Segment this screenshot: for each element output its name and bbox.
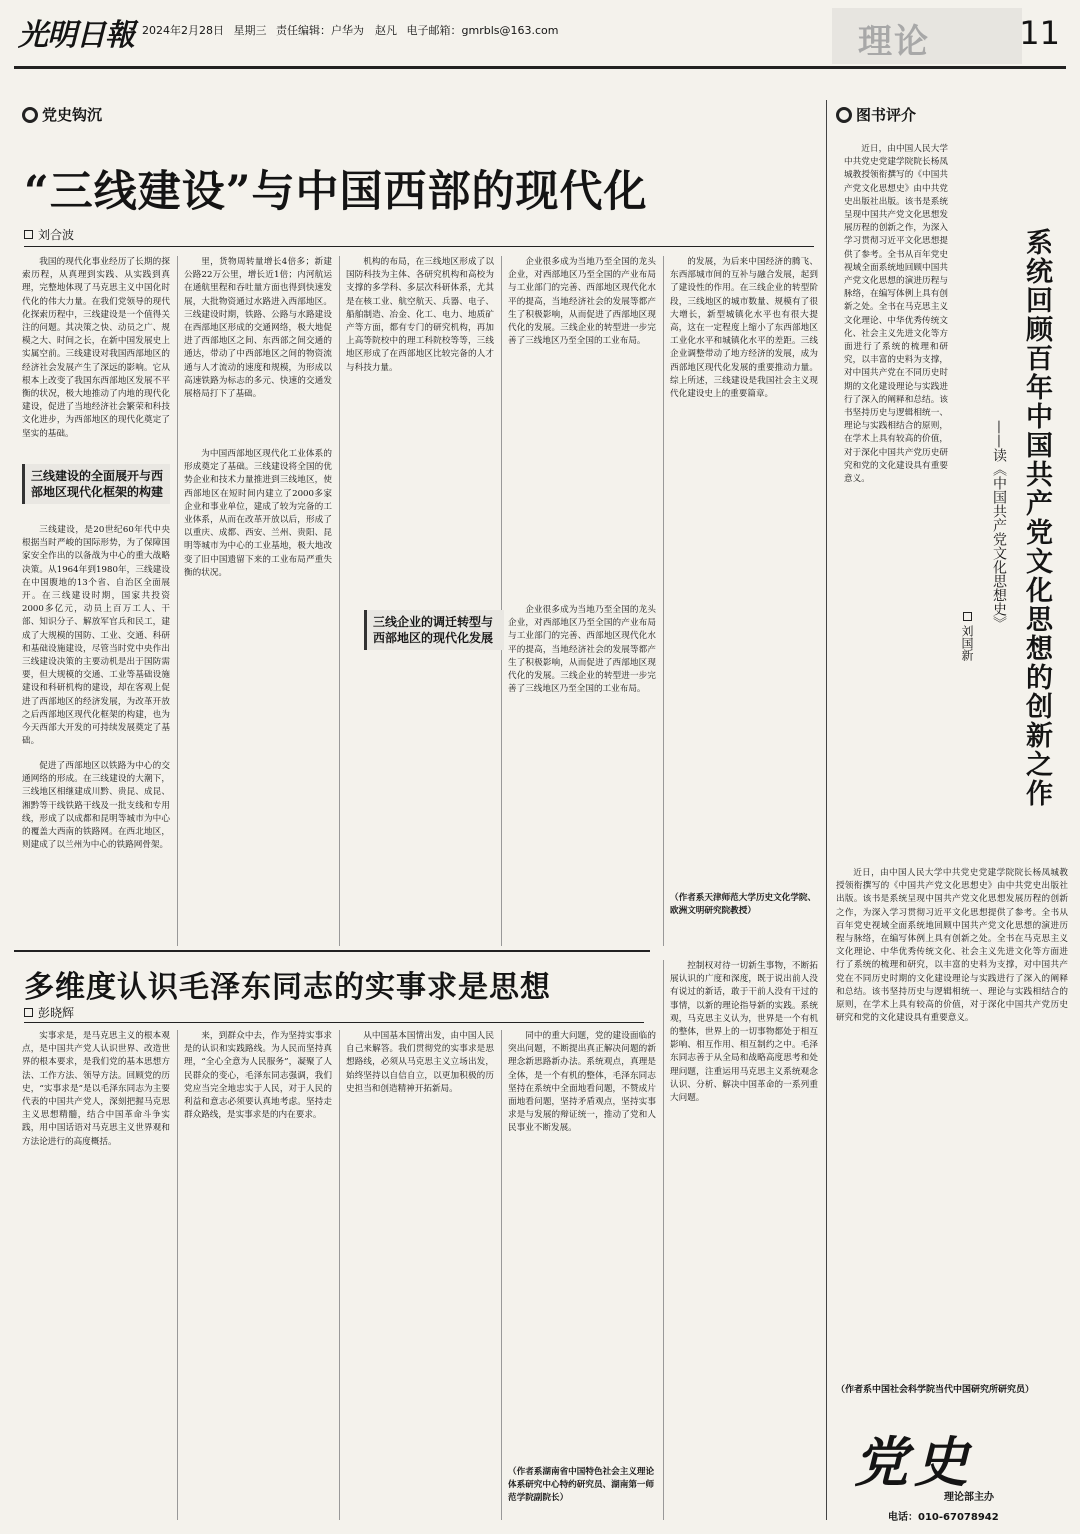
byline-square-icon	[24, 230, 33, 239]
article2-headline: 多维度认识毛泽东同志的实事求是思想	[24, 970, 551, 1005]
col-divider	[177, 1030, 178, 1520]
article1-subhead-1: 三线建设的全面展开与西部地区现代化框架的构建	[22, 464, 170, 504]
col-divider	[339, 1030, 340, 1520]
issue-date: 2024年2月28日	[142, 24, 224, 37]
kicker-label: 图书评介	[856, 106, 917, 124]
col-divider	[339, 256, 340, 946]
review-divider	[826, 100, 827, 1520]
article2-col4: 同中的重大问题，党的建设面临的突出问题，不断提出真正解决问题的新理念新思路新办法。系统观点，真理是全体，是一个有机的整体，毛泽东同志坚持在系统中全面地看问题，不赞成片面地看问题，坚持矛盾观点，坚持实事求是与发展的辩证统一，推动了党和人民事业不断发展。	[508, 1031, 656, 1134]
article-separator	[14, 950, 650, 952]
article1-col5: 的发展，为后来中国经济的腾飞、东西部城市间的互补与融合发展，起到了建设性的作用。在三线企业的转型阶段，三线地区的城市数量、规模有了很大增长，新型城镇化水平也有很大提高，这在一定程度上缩小了东西部地区工业化水平和城镇化水平的差距。三线企业调整带动了地方经济的发展，成为西部地区现代化发展的重要推动力量。综上所述，三线建设是我国社会主义现代化建设史上的重要篇章。	[670, 257, 818, 400]
article1-col1: 我国的现代化事业经历了长期的探索历程，从真理到实践、从实践到真理，完整地体现了马克思主义中国化时代化的伟大力量。在我们党领导的现代化探索历程中，三线建设是一个值得关注的问题。其决策之快、动员之广、规模之大、时间之长，在新中国发展史上实属空前。三线建设对我国西部地区的经济社会发展产生了深远的影响。它从根本上改变了我国东西部地区发展不平衡的状况，极大地推动了内地的现代化建设，促进了当地经济社会繁荣和科技文化进步，为西部地区的现代化奠定了坚实的基础。	[22, 257, 170, 439]
review-author: 刘国新	[960, 612, 974, 661]
article1-col4b: 企业很多成为当地乃至全国的龙头企业，对西部地区乃至全国的产业布局与工业部门的完善、西部地区现代化水平的提高，当地经济社会的发展等都产生了积极影响，从而促进了西部地区现代化的发展。三线企业的转型进一步完善了三线地区乃至全国的工业布局。	[508, 605, 656, 695]
review-title: 系统回顾百年中国共产党文化思想的创新之作	[1021, 228, 1052, 808]
review-body-bottom: 近日，由中国人民大学中共党史党建学院院长杨凤城教授领衔撰写的《中国共产党文化思想史》由中共党史出版社出版。该书是系统呈现中国共产党文化思想发展历程的创新之作，为深入学习贯彻习近平文化思想提供了参考。全书从百年党史视域全面系统地回顾中国共产党文化思想的演进历程与脉络，在编写体例上具有创新之处。全书在马克思主义文化理论、中华优秀传统文化、社会主义先进文化等方面进行了系统的梳理和研究，以丰富的史料为支撑，对中国共产党在不同历史时期的文化建设理论与实践进行了深入的阐释和总结。该书坚持历史与逻辑相统一、理论与实践相结合的原则，在学术上具有较高的价值，对于深化中国共产党历史研究和党的文化建设具有重要意义。	[836, 867, 1068, 1023]
article2-col2: 来，到群众中去，作为坚持实事求是的认识和实践路线。为人民而坚持真理，“全心全意为人民服务”，凝聚了人民群众的变心，毛泽东同志强调，我们党应当完全地忠实于人民，对于人民的利益和意志必须要认真地考虑。坚持走群众路线，是实事求是的内在要求。	[184, 1031, 332, 1121]
section-title: 理论	[858, 22, 930, 62]
article2-col3: 从中国基本国情出发，由中国人民自己来解答。我们贯彻党的实事求是思想路线，必须从马克思主义立场出发，始终坚持以自信自立，以更加积极的历史担当和创造精神开拓新局。	[346, 1031, 494, 1094]
article1-col2b: 为中国西部地区现代化工业体系的形成奠定了基础。三线建设将全国的优势企业和技术力量推进到三线地区，使西部地区在短时间内建立了2000多家企业和事业单位，建成了较为完备的工业体系，从而在改革开放以后，形成了以重庆、成都、西安、兰州、贵阳、昆明等城市为中心的工业基地，极大地改变了旧中国遗留下来的工业布局严重失衡的状况。	[184, 449, 332, 578]
article1-col3: 机构的布局，在三线地区形成了以国防科技为主体、各研究机构和高校为支撑的多学科、多层次科研体系，尤其是在核工业、航空航天、兵器、电子、船舶制造、冶金、化工、电力、地质矿产等方面，都有专门的研究机构，再加上高等院校中的理工科院校等等，三线地区形成了在西部地区比较完备的人才与科技力量。	[346, 257, 494, 373]
article2-col1: 实事求是，是马克思主义的根本观点，是中国共产党人认识世界、改造世界的根本要求，是我们党的基本思想方法、工作方法、领导方法。回顾党的历史，“实事求是”是以毛泽东同志为主要代表的中国共产党人，深刻把握马克思主义思想精髓，结合中国革命斗争实践，用中国话语对马克思主义世界观和方法论进行的高度概括。	[22, 1031, 170, 1147]
article1-byline	[24, 226, 74, 243]
article2-author: 彭晓辉	[38, 1006, 75, 1020]
review-subtitle: ——读《中国共产党文化思想史》	[991, 420, 1007, 630]
col-divider	[501, 1030, 502, 1520]
g-logo-icon	[22, 107, 38, 123]
email: 电子邮箱：gmrbls@163.com	[406, 24, 559, 37]
review-body-top: 近日，由中国人民大学中共党史党建学院院长杨凤城教授领衔撰写的《中国共产党文化思想史》由中共党史出版社出版。该书是系统呈现中国共产党文化思想发展历程的创新之作，为深入学习贯彻习近平文化思想提供了参考。全书从百年党史视域全面系统地回顾中国共产党文化思想的演进历程与脉络，在编写体例上具有创新之处。全书在马克思主义文化理论、中华优秀传统文化、社会主义先进文化等方面进行了系统的梳理和研究，以丰富的史料为支撑，对中国共产党在不同历史时期的文化建设理论与实践进行了深入的阐释和总结。该书坚持历史与逻辑相统一、理论与实践相结合的原则，在学术上具有较高的价值，对于深化中国共产党历史研究和党的文化建设具有重要意义。	[844, 143, 948, 484]
byline-square-icon	[24, 1008, 33, 1017]
article1-col2: 里，货物周转量增长4倍多；新建公路22万公里，增长近1倍；内河航运在通航里程和吞吐量方面也得到快速发展，大批物资通过水路进入西部地区。三线建设时期，铁路、公路与水路建设在西部地区形成的交通网络，极大地促进了西部地区之间、东西部之间交通的通达，带动了中西部地区之间的物资流通与人才流动的速度和规模，为形成以高速铁路为标志的多元、快速的交通发展格局打下了基础。	[184, 257, 332, 400]
article1-rule	[24, 246, 814, 247]
column-org: 理论部主办	[944, 1492, 994, 1503]
article1-headline: “三线建设”与中国西部的现代化	[24, 167, 648, 217]
article1-col1c: 促进了西部地区以铁路为中心的交通网络的形成。在三线建设的大潮下，三线地区相继建成川黔、贵昆、成昆、湘黔等干线铁路干线及一批支线和专用线，形成了以成都和昆明等城市为中心的覆盖大西南的铁路网。在西北地区，则建成了以兰州为中心的铁路网骨架。	[22, 761, 170, 851]
g-logo-icon	[836, 107, 852, 123]
issue-weekday: 星期三	[233, 24, 267, 37]
article1-subhead-2: 三线企业的调迁转型与西部地区的现代化发展	[364, 610, 504, 650]
byline-square-icon	[963, 612, 972, 621]
masthead-meta	[142, 22, 564, 38]
article2-byline	[24, 1004, 74, 1021]
col-divider	[177, 256, 178, 946]
article1-author-note: （作者系天津师范大学历史文化学院、欧洲文明研究院教授）	[670, 893, 817, 916]
kicker-book-review	[836, 104, 916, 125]
kicker-label: 党史钩沉	[42, 106, 103, 124]
article1-author: 刘合波	[38, 228, 75, 242]
col-divider	[663, 960, 664, 1520]
article2-author-note: （作者系湖南省中国特色社会主义理论体系研究中心特约研究员、湖南第一师范学院副院长）	[508, 1467, 655, 1503]
article1-col4: 企业很多成为当地乃至全国的龙头企业，对西部地区乃至全国的产业布局与工业部门的完善、西部地区现代化水平的提高，当地经济社会的发展等都产生了积极影响，从而促进了西部地区现代化的发展。三线企业的转型进一步完善了三线地区乃至全国的工业布局。	[508, 257, 656, 347]
article2-col5: 控制权对待一切新生事物，不断拓展认识的广度和深度，既于说出前人没有说过的新话，敢于干前人没有干过的事情，以新的理论指导新的实践。系统观，马克思主义认为，世界是一个有机的整体，世界上的一切事物都处于相互影响、相互作用、相互制约之中。毛泽东同志善于从全局和战略高度思考和处理问题，注重运用马克思主义系统观念认识、分析、解决中国革命的一系列重大问题。	[670, 961, 818, 1104]
page-number: 11	[1019, 14, 1060, 52]
column-phone: 电话：010-67078942	[888, 1512, 999, 1523]
column-logo: 党史	[854, 1430, 974, 1494]
top-rule	[14, 66, 1066, 69]
col-divider	[663, 256, 664, 946]
editors: 责任编辑：户华为 赵凡	[276, 24, 397, 37]
article1-col1b: 三线建设，是20世纪60年代中央根据当时严峻的国际形势，为了保障国家安全作出的以备战为中心的重大战略决策。从1964年到1980年，三线建设在中国腹地的13个省、自治区全面展开。在三线建设时期，国家共投资2000多亿元，动员上百万工人、干部、知识分子、解放军官兵和民工，建成了大规模的国防、工业、交通、科研和基础设施建设，尽管当时党中央作出三线建设决策的主要动机是出于国防需要，但大规模的交通、工业等基础设施建设和科研机构的建设，却在客观上促进了西部地区的经济发展，为改革开放之后西部地区现代化框架的构建，也为今天西部大开发的可持续发展奠定了基础。	[22, 525, 170, 747]
newspaper-logo: 光明日報	[18, 18, 134, 53]
article2-rule	[24, 1022, 644, 1023]
kicker-party-history	[22, 104, 102, 125]
col-divider	[501, 256, 502, 946]
review-author-note: （作者系中国社会科学院当代中国研究所研究员）	[836, 1385, 1035, 1395]
